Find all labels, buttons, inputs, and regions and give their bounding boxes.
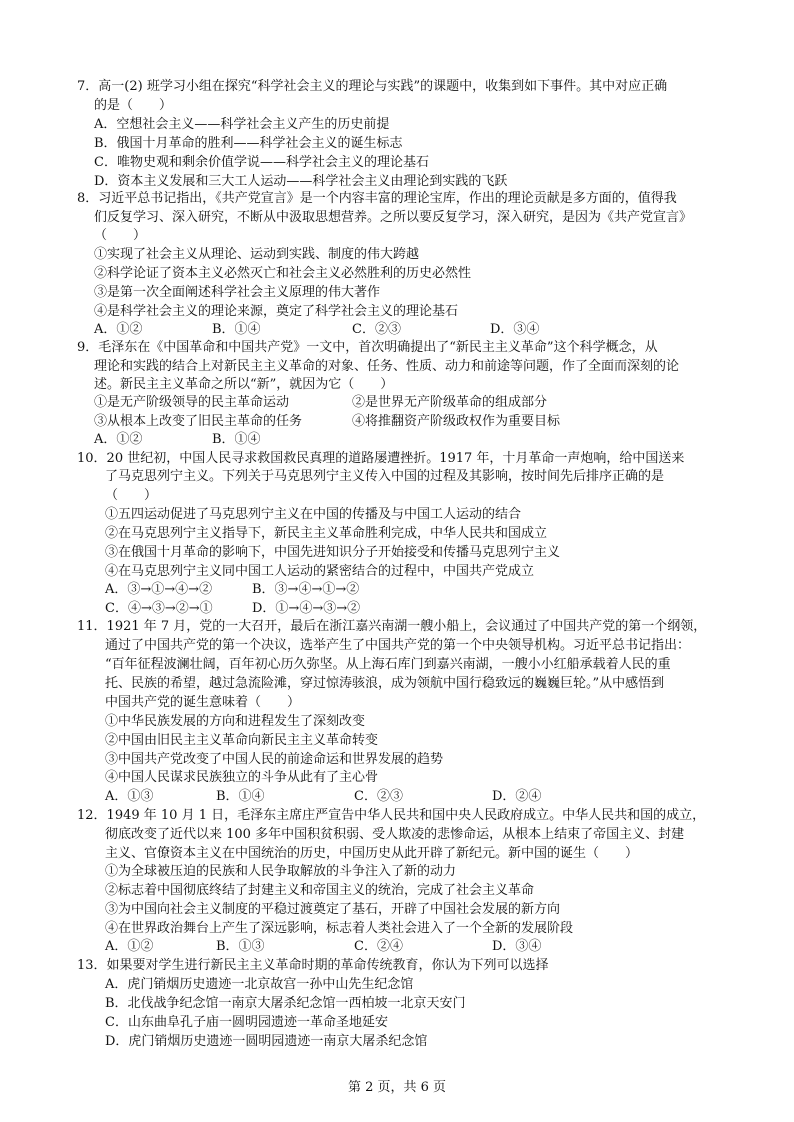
- q9-option-a: A．①②: [94, 432, 143, 447]
- q8-item-3: ③是第一次全面阐述科学社会主义原理的伟大著作: [94, 285, 381, 300]
- q11-option-a: A．①③: [105, 789, 154, 804]
- q12-option-c: C．②④: [354, 939, 403, 954]
- q7-stem-line-1: 7．高一(2) 班学习小组在探究“科学社会主义的理论与实践”的课题中，收集到如下事件。其中对应正确: [77, 79, 668, 94]
- q9-item-1: ①是无产阶级领导的民主革命运动: [94, 395, 290, 410]
- q13-choice-a: A．虎门销烟历史遗迹一北京故宫一孙中山先生纪念馆: [105, 977, 414, 992]
- q12-item-2: ②标志着中国彻底终结了封建主义和帝国主义的统治，完成了社会主义革命: [105, 883, 535, 898]
- page-number-footer: 第 2 页，共 6 页: [347, 1080, 447, 1095]
- q13-choice-b: B．北伐战争纪念馆一南京大屠杀纪念馆一西柏坡一北京天安门: [105, 996, 466, 1011]
- q8-stem-line-2: 们反复学习、深入研究，不断从中汲取思想营养。之所以要反复学习，深入研究，是因为《共产党宣言》: [94, 210, 693, 225]
- q11-item-4: ④中国人民谋求民族独立的斗争从此有了主心骨: [105, 770, 379, 785]
- q10-option-c: C．④→③→②→①: [105, 601, 213, 616]
- q8-option-a: A．①②: [94, 322, 143, 337]
- q11-option-b: B．①④: [216, 789, 265, 804]
- q8-option-c: C．②③: [352, 322, 401, 337]
- q13-choice-d: D．虎门销烟历史遗迹一圆明园遗迹一南京大屠杀纪念馆: [105, 1034, 428, 1049]
- q8-stem-line-1: 8．习近平总书记指出，《共产党宣言》是一个内容丰富的理论宝库，作出的理论贡献是多方面的，值得我: [77, 191, 677, 206]
- q12-option-a: A．①②: [105, 939, 154, 954]
- q9-option-b: B．①④: [212, 432, 261, 447]
- q10-option-b: B．③→④→①→②: [252, 582, 360, 597]
- q7-choice-d: D．资本主义发展和三大工人运动——科学社会主义由理论到实践的飞跃: [94, 174, 508, 189]
- q11-stem-line-5: 中国共产党的诞生意味着（ ）: [105, 695, 301, 710]
- q12-item-4: ④在世界政治舞台上产生了深远影响，标志着人类社会进入了一个全新的发展阶段: [105, 921, 574, 936]
- q12-stem-line-3: 主义、官僚资本主义在中国统治的历史，中国历史从此开辟了新纪元。新中国的诞生（ ）: [105, 846, 639, 861]
- q7-choice-c: C．唯物史观和剩余价值学说——科学社会主义的理论基石: [94, 155, 429, 170]
- q12-item-1: ①为全球被压迫的民族和人民争取解放的斗争注入了新的动力: [105, 864, 457, 879]
- q13-choice-c: C．山东曲阜孔子庙一圆明园遗迹一革命圣地延安: [105, 1015, 388, 1030]
- q10-stem-line-2: 了马克思列宁主义。下列关于马克思列宁主义传入中国的过程及其影响，按时间先后排序正确的是: [105, 469, 665, 484]
- q9-stem-line-2: 理论和实践的结合上对新民主主义革命的对象、任务、性质、动力和前途等问题，作了全面而深刻的论: [94, 359, 680, 374]
- q11-stem-line-3: “百年征程波澜壮阔，百年初心历久弥坚。从上海石库门到嘉兴南湖，一艘小小红船承载着人民的重: [105, 657, 671, 672]
- q8-item-2: ②科学论证了资本主义必然灭亡和社会主义必然胜利的历史必然性: [94, 266, 472, 281]
- q13-stem-line-1: 13．如果要对学生进行新民主主义革命时期的革命传统教育，你认为下列可以选择: [77, 958, 549, 973]
- q7-stem-line-2: 的是（ ）: [94, 98, 173, 113]
- q12-stem-line-2: 彻底改变了近代以来 100 多年中国积贫积弱、受人欺凌的悲惨命运，从根本上结束了帝国主义、封建: [105, 827, 685, 842]
- q12-option-b: B．①③: [216, 939, 265, 954]
- q10-item-4: ④在马克思列宁主义同中国工人运动的紧密结合的过程中，中国共产党成立: [105, 564, 535, 579]
- q9-item-4: ④将推翻资产阶级政权作为重要目标: [352, 414, 561, 429]
- q10-stem-line-1: 10．20 世纪初，中国人民寻求救国救民真理的道路屡遭挫折。1917 年，十月革命一声炮响，给中国送来: [77, 451, 685, 466]
- q11-option-d: D．②④: [492, 789, 542, 804]
- q8-item-1: ①实现了社会主义从理论、运动到实践、制度的伟大跨越: [94, 247, 420, 262]
- q9-stem-line-1: 9．毛泽东在《中国革命和中国共产党》一文中，首次明确提出了“新民主主义革命”这个科学概念，从: [77, 340, 658, 355]
- q8-option-b: B．①④: [212, 322, 261, 337]
- q12-option-d: D．③④: [492, 939, 542, 954]
- q12-stem-line-1: 12．1949 年 10 月 1 日，毛泽东主席庄严宣告中华人民共和国中央人民政府成立。中华人民共和国的成立，: [77, 808, 706, 823]
- q8-option-d: D．③④: [490, 322, 540, 337]
- q10-item-3: ③在俄国十月革命的影响下，中国先进知识分子开始接受和传播马克思列宁主义: [105, 545, 561, 560]
- q9-item-3: ③从根本上改变了旧民主革命的任务: [94, 414, 303, 429]
- q10-item-1: ①五四运动促进了马克思列宁主义在中国的传播及与中国工人运动的结合: [105, 507, 522, 522]
- q11-item-3: ③中国共产党改变了中国人民的前途命运和世界发展的趋势: [105, 752, 444, 767]
- q10-stem-line-3: （ ）: [105, 488, 158, 503]
- q11-option-c: C．②③: [354, 789, 403, 804]
- q8-stem-line-3: （ ）: [94, 228, 147, 243]
- q7-choice-b: B．俄国十月革命的胜利——科学社会主义的诞生标志: [94, 136, 403, 151]
- q10-option-a: A．③→①→④→②: [105, 582, 213, 597]
- q11-item-2: ②中国由旧民主主义革命向新民主主义革命转变: [105, 733, 379, 748]
- q10-item-2: ②在马克思列宁主义指导下，新民主主义革命胜利完成，中华人民共和国成立: [105, 526, 548, 541]
- q9-item-2: ②是世界无产阶级革命的组成部分: [352, 395, 548, 410]
- q11-item-1: ①中华民族发展的方向和进程发生了深刻改变: [105, 714, 366, 729]
- q9-stem-line-3: 述。新民主主义革命之所以“新”，就因为它（ ）: [94, 377, 394, 392]
- q11-stem-line-1: 11．1921 年 7 月，党的一大召开，最后在浙江嘉兴南湖一艘小船上，会议通过了中国共产党的第一个纲领，: [77, 619, 707, 634]
- q8-item-4: ④是科学社会主义的理论来源，奠定了科学社会主义的理论基石: [94, 304, 459, 319]
- q7-choice-a: A．空想社会主义——科学社会主义产生的历史前提: [94, 117, 390, 132]
- q11-stem-line-2: 通过了中国共产党的第一个决议，选举产生了中国共产党的第一个中央领导机构。习近平总书记指出：: [105, 638, 691, 653]
- q11-stem-line-4: 托、民族的希望，越过急流险滩，穿过惊涛骇浪，成为领航中国行稳致远的巍巍巨轮。”从中感悟到: [105, 676, 665, 691]
- q10-option-d: D．①→④→③→②: [252, 601, 361, 616]
- q12-item-3: ③为中国向社会主义制度的平稳过渡奠定了基石，开辟了中国社会发展的新方向: [105, 902, 561, 917]
